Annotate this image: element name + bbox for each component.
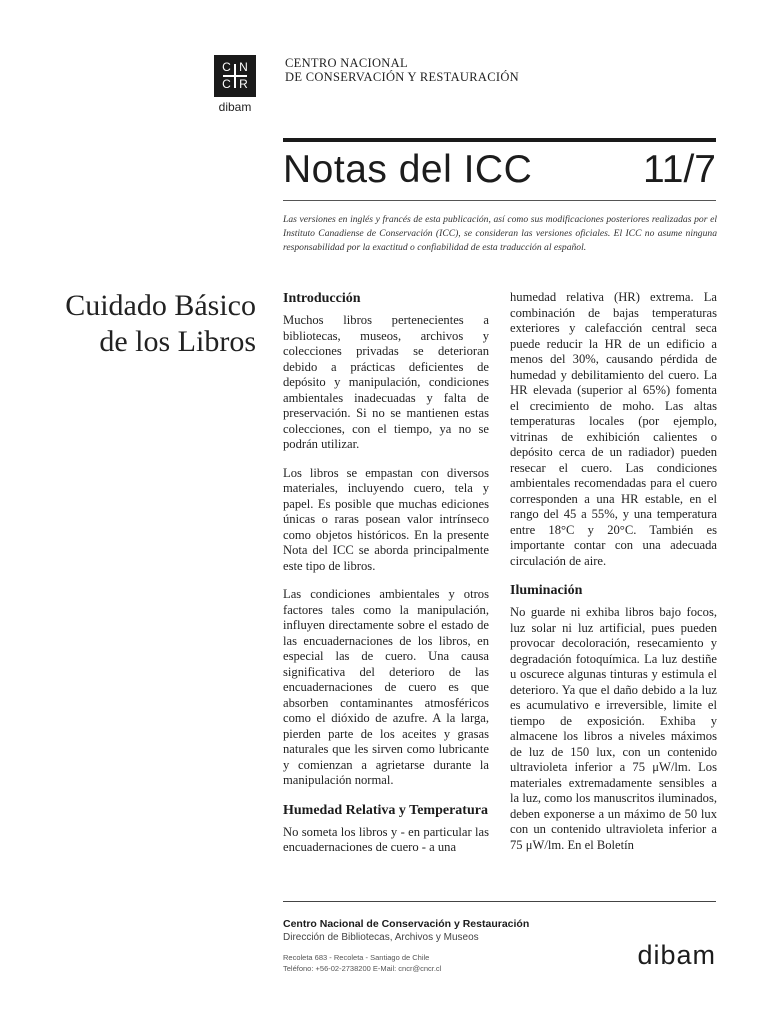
paragraph: Los libros se empastan con diversos materiales, incluyendo cuero, tela y papel. Es posible que muchas ediciones únicas o raras posean valor intrínseco como objetos históricos. En la presente Nota del ICC se aborda principalmente este tipo de libros. <box>283 465 489 573</box>
organization-line-1: CENTRO NACIONAL <box>285 56 408 70</box>
logo-letter: R <box>239 77 248 91</box>
footer-directorate: Dirección de Bibliotecas, Archivos y Museos <box>283 932 479 943</box>
footer-address <box>283 952 441 974</box>
logo-letter: C <box>222 60 231 74</box>
header-rule <box>283 138 716 142</box>
paragraph: No guarde ni exhiba libros bajo focos, luz solar ni luz artificial, pues pueden provocar decoloración, resecamiento y degradación fotoquímica. La luz destiñe u oscurece algunas tinturas y estimula el deterioro. Ya que el daño debido a la luz es acumulativo e irreversible, limite el tiempo de exposición. Exhiba y almacene los libros a niveles máximos de luz de 150 lux, con un contenido ultravioleta inferior a 75 μW/lm. Los materiales extremadamente sensibles a la luz, como los manuscritos iluminados, deben exponerse a un máximo de 50 lux con un contenido ultravioleta inferior a 75 μW/lm. En el Boletín <box>510 605 717 852</box>
footer-organization: Centro Nacional de Conservación y Restauración <box>283 918 530 930</box>
footer-address-line: Recoleta 683 - Recoleta - Santiago de Chile <box>283 953 430 962</box>
organization-name <box>285 56 519 84</box>
text-column-1 <box>283 290 489 869</box>
cncr-logo <box>214 55 256 97</box>
heading-relative-humidity: Humedad Relativa y Temperatura <box>283 802 488 818</box>
paragraph: humedad relativa (HR) extrema. La combinación de bajas temperaturas exteriores y calefacción central seca puede reducir la HR de un edificio a menos del 30%, causando pérdida de humedad y debilitamiento del cuero. La HR elevada (superior al 65%) fomenta el crecimiento de moho. Las altas temperaturas locales (por ejemplo, vitrinas de exhibición calientes o depósito cerca de un radiador) pueden resecar el cuero. Las condiciones ambientales recomendadas para el cuero corresponden a una HR estable, en el rango del 45 a 55%, y una temperatura entre 18°C y 20°C. También es importante contar con una adecuada circulación de aire. <box>510 290 717 568</box>
logo-letter: C <box>222 77 231 91</box>
organization-line-2: DE CONSERVACIÓN Y RESTAURACIÓN <box>285 70 519 84</box>
paragraph: No someta los libros y - en particular las encuadernaciones de cuero - a una <box>283 824 489 854</box>
dibam-logo: dibam <box>637 940 716 970</box>
logo-subtitle: dibam <box>218 100 252 114</box>
footer-contact-line: Teléfono: +56-02-2738200 E-Mail: cncr@cncr.cl <box>283 964 442 973</box>
footer-rule <box>283 901 716 902</box>
logo-letter: N <box>239 60 248 74</box>
heading-lighting: Iluminación <box>510 583 583 598</box>
logo-letters <box>218 59 252 93</box>
note-number: 11/7 <box>642 148 716 191</box>
text-column-2 <box>510 290 717 866</box>
heading-introduction: Introducción <box>283 291 361 306</box>
translation-disclaimer: Las versiones en inglés y francés de esta publicación, así como sus modificaciones posteriores realizadas por el Instituto Canadiense de Conservación (ICC), se consideran las versiones oficiales. El ICC no asume ninguna responsabilidad por la exactitud o confiabilidad de esta traducción al español. <box>283 214 717 253</box>
document-title: Cuidado Básico de los Libros <box>65 289 256 358</box>
series-title: Notas del ICC <box>283 148 533 191</box>
paragraph: Las condiciones ambientales y otros factores tales como la manipulación, influyen directamente sobre el estado de las encuadernaciones de los libros, en especial las de cuero. Una causa significativa del deterioro de las encuadernaciones de cuero es que absorben contaminantes atmosféricos como el dióxido de azufre. A la larga, pierden parte de los aceites y grasas naturales que les sirven como lubricante y comienzan a agrietarse durante la manipulación normal. <box>283 587 489 787</box>
header-divider <box>283 200 716 201</box>
paragraph: Muchos libros pertenecientes a bibliotecas, museos, archivos y colecciones privadas se deterioran debido a prácticas deficientes de depósito y manipulación, condiciones ambientales inadecuadas y falta de preservación. Si no se mantienen estas colecciones, con el tiempo, ya no se podrán utilizar. <box>283 313 489 451</box>
